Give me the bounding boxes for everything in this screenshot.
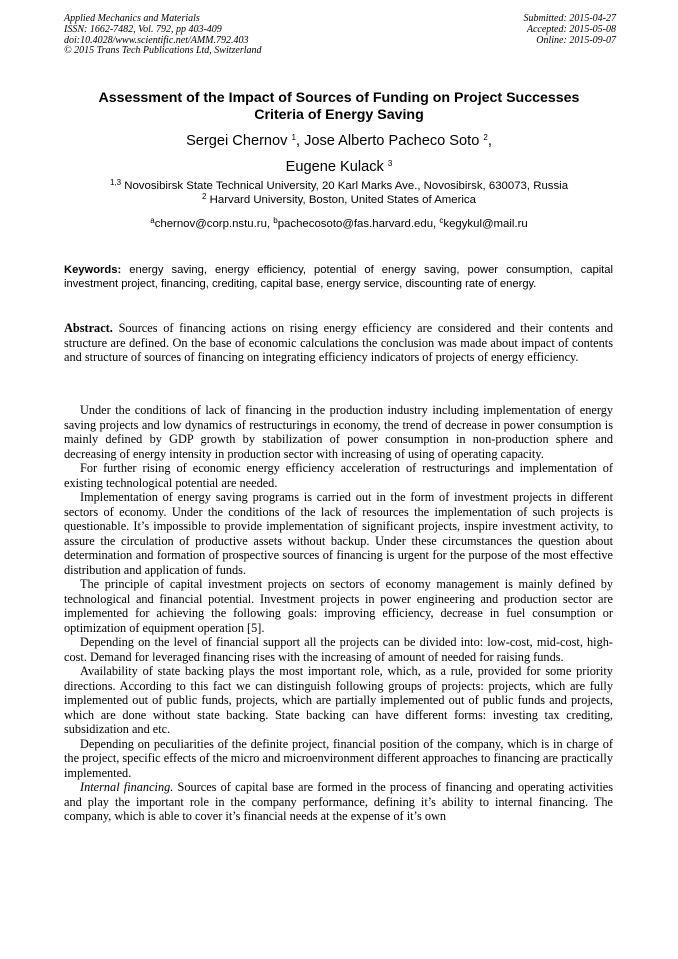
email-link[interactable]: chernov@corp.nstu.ru, <box>154 218 271 230</box>
abstract-section <box>64 321 613 365</box>
journal-doi: doi:10.4028/www.scientific.net/AMM.792.403 <box>64 34 249 46</box>
author-sup: 3 <box>387 159 393 168</box>
email-link[interactable]: pachecosoto@fas.harvard.edu, <box>277 218 437 230</box>
abstract-text: Sources of financing actions on rising energy efficiency are considered and their contents and structure are defined. On the base of economic calculations the conclusion was made about impact of contents and structure of sources of financing on integrating efficiency indicators of projects of energy efficiency. <box>64 321 613 364</box>
paragraph-text: Sources of capital base are formed in the process of financing and operating activities and play the important role in the company performance, defining it’s ability to internal financing. The company, which is able to cover it’s financial needs at the expense of it’s own <box>64 780 613 823</box>
author-name: Sergei Chernov <box>186 133 288 149</box>
affiliation-sup: 1,3 <box>109 178 122 187</box>
journal-issn: ISSN: 1662-7482, Vol. 792, pp 403-409 <box>64 23 222 35</box>
email-sup: a <box>150 216 155 225</box>
keywords-section <box>64 264 613 291</box>
email-sup: c <box>439 216 444 225</box>
paragraph: Under the conditions of lack of financing in the production industry including implementation of energy saving projects and low dynamics of restructurings in economy, the trend of decrease in power consumption is mainly defined by GDP growth by stabilization of power consumption in non-production sphere and decreasing of energy intensity in production sector with increasing of using of operating capacity. <box>64 403 613 461</box>
affiliations <box>40 179 638 207</box>
author-name: Eugene Kulack <box>285 159 384 175</box>
author-list: Sergei Chernov $^1$, Jose Alberto Pacheco Soto $^2$, Eugene Kulack $^3$ <box>186 133 492 175</box>
email-sup: b <box>273 216 278 225</box>
title-line-1: Assessment of the Impact of Sources of Funding on Project Successes <box>98 90 580 106</box>
email-list <box>40 217 638 231</box>
author-sup: 2 <box>483 133 488 142</box>
keywords-label: Keywords: <box>64 264 122 276</box>
author-sup: 1 <box>291 133 296 142</box>
paragraph: Depending on peculiarities of the definite project, financial position of the company, which is in charge of the project, specific effects of the micro and microenvironment different approaches to financing are practically implemented. <box>64 736 613 780</box>
paper-title <box>40 90 638 124</box>
author-name: Jose Alberto Pacheco Soto <box>304 133 480 149</box>
paragraph: Availability of state backing plays the most important role, which, as a rule, provided for some priority directions. According to this fact we can distinguish following groups of projects: projects, which are fully implemented out of public funds, projects, which are partially implemented out of public funds and projects, which are done without state backing. State backing can have different forms: investing tax crediting, subsidization and etc. <box>64 664 613 736</box>
affiliation-sup: 2 <box>202 192 207 201</box>
paragraph: Depending on the level of financial support all the projects can be divided into: low-cost, mid-cost, high-cost. Demand for leveraged financing rises with the increasing of amount of needed for raising funds. <box>64 635 613 664</box>
online-date: Online: 2015-09-07 <box>536 34 616 46</box>
body-text <box>64 403 613 824</box>
journal-name: Applied Mechanics and Materials <box>64 13 200 24</box>
affiliation-1 <box>40 179 638 193</box>
paragraph <box>64 780 613 824</box>
paragraph: For further rising of economic energy efficiency acceleration of restructurings and implementation of existing technological potential are needed. <box>64 461 613 490</box>
abstract-label: Abstract. <box>64 321 113 335</box>
accepted-date: Accepted: 2015-05-08 <box>526 23 616 35</box>
submitted-date: Submitted: 2015-04-27 <box>523 13 616 24</box>
affiliation-text: Novosibirsk State Technical University, 20 Karl Marks Ave., Novosibirsk, 630073, Russia <box>124 180 569 192</box>
affiliation-2 <box>40 193 638 207</box>
title-line-2: Criteria of Energy Saving <box>254 107 424 123</box>
affiliation-text: Harvard University, Boston, United States of America <box>209 194 476 206</box>
subsection-label: Internal financing. <box>80 780 174 794</box>
paragraph: Implementation of energy saving programs is carried out in the form of investment projects in different sectors of economy. Under the conditions of the lack of resources the implementation of such projects is questionable. It’s impossible to provide implementation of significant projects, inspire investment activity, to assure the circulation of productive assets without backup. Under these circumstances the question about determination and formation of prospective sources of financing is urgent for the purpose of the most effective distribution and application of funds. <box>64 490 613 577</box>
keywords-text: energy saving, energy efficiency, potential of energy saving, power consumption, capital investment project, financing, crediting, capital base, energy service, discounting rate of energy. <box>64 264 613 290</box>
email-link[interactable]: kegykul@mail.ru <box>443 218 528 230</box>
journal-info <box>64 14 262 57</box>
submission-dates <box>524 14 617 46</box>
paragraph: The principle of capital investment projects on sectors of economy management is mainly defined by technological and financial potential. Investment projects in power engineering and production sector are implemented for achieving the following goals: improving efficiency, decrease in fuel consumption or optimization of equipment operation [5]. <box>64 577 613 635</box>
journal-copyright: © 2015 Trans Tech Publications Ltd, Switzerland <box>64 45 262 57</box>
